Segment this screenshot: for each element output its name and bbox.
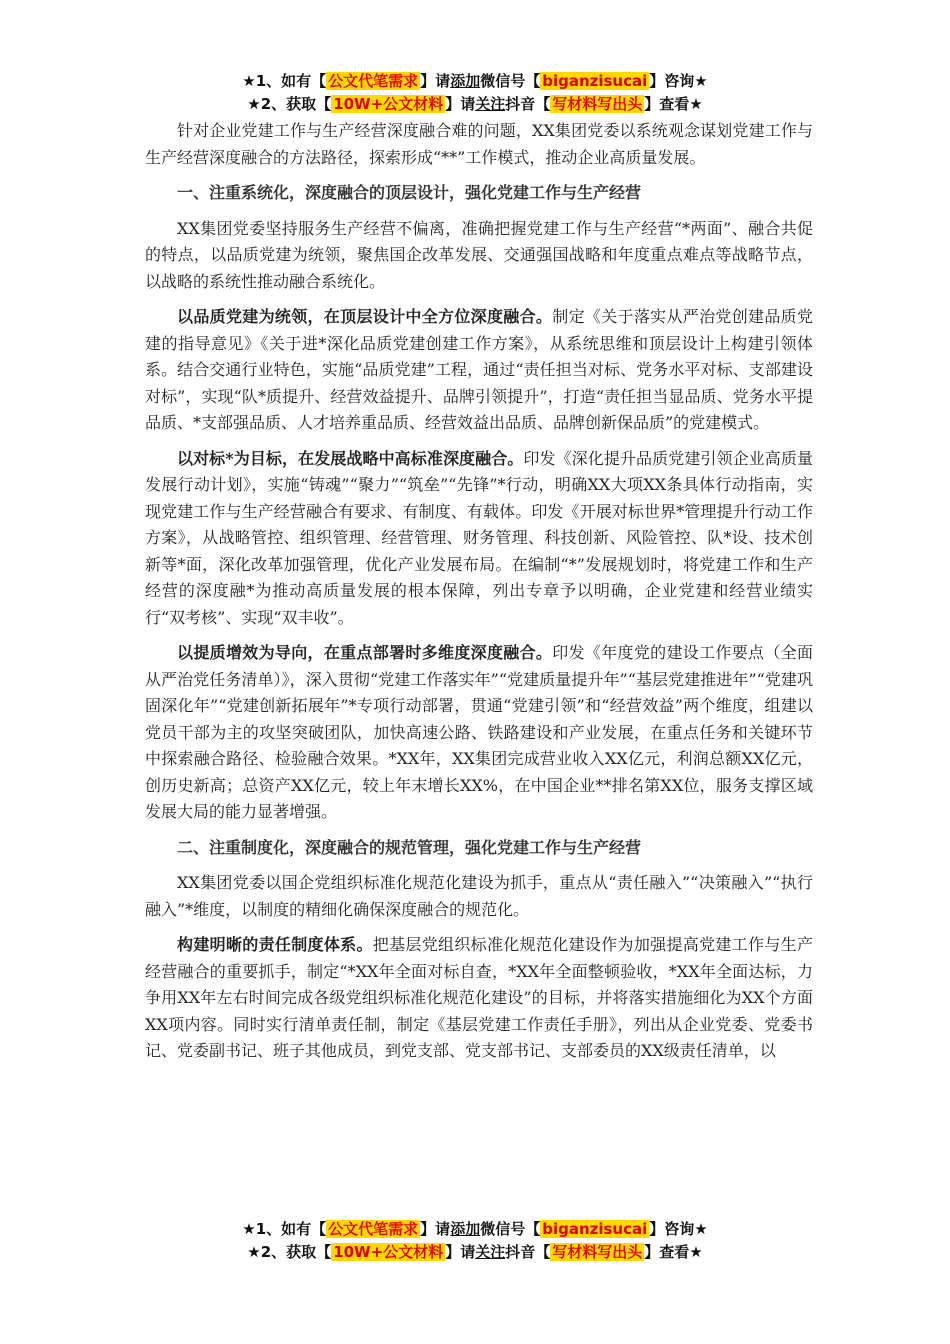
promo-highlight: 10W+公文材料 [333, 95, 444, 113]
promo-text: 抖音【 [505, 95, 551, 113]
intro-paragraph: 针对企业党建工作与生产经营深度融合难的问题，XX集团党委以系统观念谋划党建工作与生产经营深度融合的方法路径，探索形成“**”工作模式，推动企业高质量发展。 [145, 121, 813, 167]
promo-text: 微信号【 [480, 72, 541, 90]
promo-text: 】咨询★ [649, 72, 708, 90]
promo-underline: 关注 [475, 95, 506, 113]
promo-wechat-id: biganzisucai [542, 1220, 648, 1238]
promo-text: 】查看★ [644, 1243, 703, 1261]
paragraph-benchmark [145, 446, 813, 632]
promo-underline: 添加 [450, 72, 481, 90]
paragraph-text: 制定《关于落实从严治党创建品质党建的指导意见》《关于进*深化品质党建创建工作方案》，从系统思维和顶层设计上构建引领体系。结合交通行业特色，实施“品质党建”工程，通过“责任担当对标、党务水平对标、支部建设对标”，实现“队*质提升、经营效益提升、品牌引领提升”，打造“责任担当显品质、党务水平提品质、*支部强品质、人才培养重品质、经营效益出品质、品牌创新保品质”的党建模式。 [145, 307, 813, 432]
promo-text: ★1、如有【 [242, 1220, 327, 1238]
paragraph-text: 印发《深化提升品质党建引领企业高质量发展行动计划》，实施“铸魂”“聚力”“筑垒”“先锋”*行动，明确XX大项XX条具体行动指南，实现党建工作与生产经营融合有要求、有制度、有载体。印发《开展对标世界*管理提升行动工作方案》，从战略管控、组织管理、经营管理、财务管理、科技创新、风险管控、队*设、技术创新等*面，深化改革加强管理，优化产业发展布局。在编制“*”发展规划时，将党建工作和生产经营的深度融*为推动高质量发展的根本保障，列出专章予以明确，企业党建和经营业绩实行“双考核”、实现“双丰收”。 [145, 448, 813, 627]
promo-text: 】请 [445, 1243, 476, 1261]
section-heading-1: 一、注重系统化，深度融合的顶层设计，强化党建工作与生产经营 [177, 183, 642, 202]
promo-text: 】查看★ [644, 95, 703, 113]
paragraph-text: 印发《年度党的建设工作要点（全面从严治党任务清单）》，深入贯彻“党建工作落实年”“党建质量提升年”“基层党建推进年”“党建巩固深化年”“党建创新拓展年”*专项行动部署，贯通“党建引领”和“经营效益”两个维度，组建以党员干部为主的攻坚突破团队，加快高速公路、铁路建设和产业发展，在重点任务和关键环节中探索融合路径、检验融合效果。*XX年，XX集团完成营业收入XX亿元，利润总额XX亿元，创历史新高；总资产XX亿元，较上年末增长XX%，在中国企业**排名第XX位，服务支撑区域发展大局的能力显著增强。 [145, 643, 813, 821]
promo-text: 】咨询★ [649, 1220, 708, 1238]
promo-underline: 关注 [475, 1243, 506, 1261]
promo-underline: 添加 [450, 1220, 481, 1238]
promo-highlight: 公文代笔需求 [328, 72, 419, 90]
paragraph-efficiency [145, 640, 813, 826]
promo-text: 微信号【 [480, 1220, 541, 1238]
promo-highlight: 10W+公文材料 [333, 1243, 444, 1261]
promo-text: 】请 [420, 72, 451, 90]
bottom-promo-line-1 [0, 1218, 950, 1240]
section-1-intro: XX集团党委坚持服务生产经营不偏离，准确把握党建工作与生产经营“*两面”、融合共促的特点，以品质党建为统领，聚焦国企改革发展、交通强国战略和年度重点难点等战略节点，以战略的系统性推动融合系统化。 [145, 218, 813, 291]
promo-text: ★2、获取【 [247, 95, 332, 113]
top-promo-line-2 [0, 93, 950, 115]
bottom-promo-line-2 [0, 1241, 950, 1263]
promo-text: ★2、获取【 [247, 1243, 332, 1261]
promo-text: ★1、如有【 [242, 72, 327, 90]
promo-text: 】请 [420, 1220, 451, 1238]
promo-douyin-id: 写材料写出头 [552, 95, 643, 113]
promo-highlight: 公文代笔需求 [328, 1220, 419, 1238]
top-promo-line-1 [0, 70, 950, 92]
paragraph-quality-party-building [145, 304, 813, 437]
section-2-intro: XX集团党委以国企党组织标准化规范化建设为抓手，重点从“责任融入”“决策融入”“执行融入”*维度，以制度的精细化确保深度融合的规范化。 [145, 873, 813, 919]
section-heading-2: 二、注重制度化，深度融合的规范管理，强化党建工作与生产经营 [177, 837, 642, 857]
promo-text: 】请 [445, 95, 476, 113]
promo-wechat-id: biganzisucai [542, 72, 648, 90]
paragraph-text: 把基层党组织标准化规范化建设作为加强提高党建工作与生产经营融合的重要抓手，制定“*XX年全面对标自查，*XX年全面整顿验收，*XX年全面达标，力争用XX年左右时间完成各级党组织标准化规范化建设”的目标，并将落实措施细化为XX个方面XX项内容。同时实行清单责任制，制定《基层党建工作责任手册》，列出从企业党委、党委书记、党委副书记、班子其他成员，到党支部、党支部书记、支部委员的XX级责任清单，以 [145, 935, 813, 1060]
document-body [145, 118, 813, 1074]
paragraph-lead: 构建明晰的责任制度体系。 [177, 935, 373, 954]
paragraph-lead: 以提质增效为导向，在重点部署时多维度深度融合。 [177, 643, 553, 662]
promo-text: 抖音【 [505, 1243, 551, 1261]
paragraph-responsibility-system [145, 932, 813, 1065]
paragraph-lead: 以品质党建为统领，在顶层设计中全方位深度融合。 [177, 307, 553, 326]
paragraph-lead: 以对标*为目标，在发展战略中高标准深度融合。 [177, 448, 524, 468]
promo-douyin-id: 写材料写出头 [552, 1243, 643, 1261]
